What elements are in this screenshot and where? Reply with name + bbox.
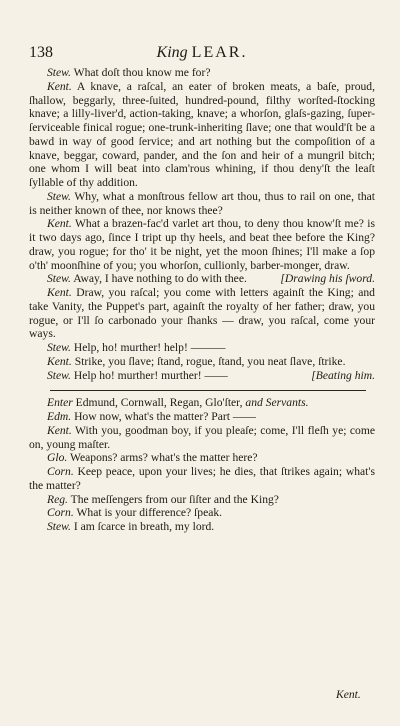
speech-text: Keep peace, upon your lives; he dies, that ſtrikes again; what's the matter? [29,465,375,492]
speaker-name: Stew. [47,272,71,286]
speaker-name: Stew. [47,66,71,79]
speech [29,506,375,520]
running-title [29,44,375,62]
speech-text: Strike, you ſlave; ſtand, rogue, ſtand, you neat ſlave, ſtrike. [74,354,346,368]
speech-text: What doſt thou know me for? [73,66,211,79]
speaker-name: Kent. [47,217,72,231]
speech-text: Why, what a monſtrous fellow art thou, thus to rail on one, that is neither known of thee, nor knows thee? [29,189,375,217]
speech [29,286,375,341]
enter-word: Enter [47,396,73,410]
entrance-direction [29,396,375,410]
speaker-name: Kent. [47,423,72,437]
speech [29,465,375,493]
speech-text: Away, I have nothing to do with thee. [73,272,247,286]
speaker-name: Kent. [47,354,72,368]
entering-servants: and Servants. [245,396,309,410]
speaker-name: Stew. [47,341,71,354]
speech [29,493,375,507]
speech-text: Draw, you raſcal; you come with letters againſt the King; and take Vanity, the Puppet's part, againſt the royalty of her father; draw, you rogue, or I'll ſo carbonado your ſhanks — draw, you raſcal, come your ways. [29,286,375,341]
scene-divider [50,390,366,391]
speech [29,410,375,424]
speech [29,451,375,465]
stage-direction: [Beating him. [311,368,375,382]
entering-characters: Edmund, Cornwall, Regan, Glo'ſter, [75,396,243,410]
speech-text: How now, what's the matter? Part —— [74,410,257,423]
speaker-name: Kent. [47,79,72,93]
speaker-name: Corn. [47,506,74,520]
speech [29,424,375,452]
speech [29,341,375,355]
play-text [29,66,375,534]
speech-text: I am ſcarce in breath, my lord. [73,520,215,533]
speech-text: Weapons? arms? what's the matter here? [70,451,258,465]
speech-text: Help ho! murther! murther! —— [73,368,228,382]
speech [29,80,375,190]
speaker-name: Reg. [47,492,68,506]
title-italic: King [156,44,188,61]
speech [29,190,375,218]
speaker-name: Corn. [47,465,74,478]
speaker-name: Stew. [47,520,71,533]
speech [29,66,375,80]
stage-direction: [Drawing his ſword. [280,272,375,286]
speech-text: What is your difference? ſpeak. [76,506,223,520]
running-header [29,44,375,66]
speech-text: A knave, a raſcal, an eater of broken meats, a baſe, proud, ſhallow, beggarly, three-ſuited, hundred-pound, filthy worſted-ſtocking knave; a lilly-liver'd, action-taking, knave; a whorſon, glaſs-gazing, ſuper-ſerviceable finical rogue; one-trunk-inheriting ſlave; one that would'ſt be a bawd in way of good ſervice; and art nothing but the compoſition of a knave, beggar, coward, pander, and the ſon and heir of a mungril bitch; one whom I will beat into clam'rous whining, if thou deny'ſt the leaſt ſyllable of thy addition. [29,79,375,189]
catchword: Kent. [336,688,361,701]
speech-text: What a brazen-fac'd varlet art thou, to deny thou know'ſt me? is it two days ago, ſince I tript up thy heels, and beat thee before the King? draw, you rogue; for tho' it be night, yet the moon ſhines; I'll make a ſop o'th' moonſhine of you; you whorſon, cullionly, barber-monger, draw. [29,217,375,272]
speech-text: Help, ho! murther! help! ——— [73,341,226,354]
speaker-name: Kent. [47,286,72,299]
speaker-name: Stew. [47,368,71,382]
speaker-name: Edm. [47,410,72,423]
speaker-name: Stew. [47,189,71,203]
page-number: 138 [29,44,53,61]
speaker-name: Glo. [47,451,68,465]
speech [29,520,375,534]
speech-text: The meſſengers from our ſiſter and the King? [70,492,279,506]
title-caps: LEAR. [191,44,248,61]
speech-text: With you, goodman boy, if you pleaſe; come, I'll fleſh ye; come on, young maſter. [29,423,375,451]
